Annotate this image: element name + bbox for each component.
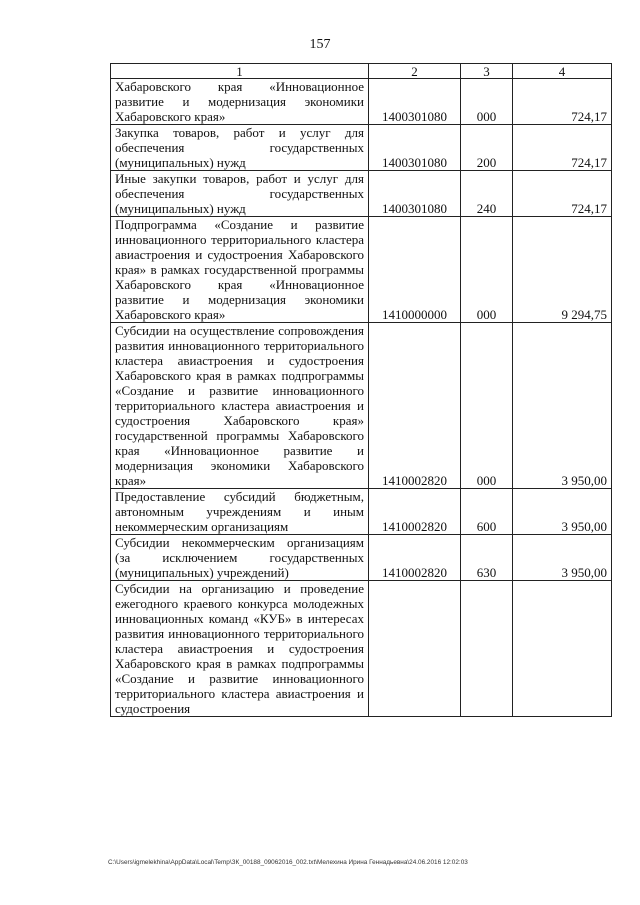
expense-kind: 000 [461, 323, 513, 489]
amount: 724,17 [513, 79, 612, 125]
table-row [111, 79, 612, 125]
amount [513, 581, 612, 717]
target-code: 1410002820 [369, 323, 461, 489]
row-description: Субсидии на организацию и проведение ежегодного краевого конкурса молодежных инновационных команд «КУБ» в интересах развития инновационного территориального кластера авиастроения и судостроения Хабаровского края в рамках подпрограммы «Создание и развитие инновационного территориального кластера авиастроения и судостроения [111, 581, 369, 717]
expense-kind: 000 [461, 217, 513, 323]
expense-kind: 630 [461, 535, 513, 581]
amount: 3 950,00 [513, 489, 612, 535]
amount: 724,17 [513, 125, 612, 171]
col-header-2: 2 [369, 64, 461, 79]
file-path-footer: C:\Users\igmelekhina\AppData\Local\Temp\ЗК_00188_09062016_002.txt\Мелехина Ирина Геннадьевна\24.06.2016 12:02:03 [108, 859, 468, 866]
header-row [111, 64, 612, 79]
page-number: 157 [309, 37, 331, 52]
table-row [111, 581, 612, 717]
expense-kind [461, 581, 513, 717]
row-description: Подпрограмма «Создание и развитие инновационного территориального кластера авиастроения и судостроения Хабаровского края» в рамках государственной программы Хабаровского края «Инновационное развитие и модернизация экономики Хабаровского края» [111, 217, 369, 323]
target-code: 1410002820 [369, 489, 461, 535]
table-row [111, 323, 612, 489]
budget-table [110, 63, 612, 717]
row-description: Предоставление субсидий бюджетным, автономным учреждениям и иным некоммерческим организациям [111, 489, 369, 535]
table-row [111, 535, 612, 581]
col-header-4: 4 [513, 64, 612, 79]
row-description: Хабаровского края «Инновационное развитие и модернизация экономики Хабаровского края» [111, 79, 369, 125]
expense-kind: 240 [461, 171, 513, 217]
target-code: 1400301080 [369, 125, 461, 171]
expense-kind: 000 [461, 79, 513, 125]
amount: 3 950,00 [513, 323, 612, 489]
amount: 3 950,00 [513, 535, 612, 581]
col-header-1: 1 [111, 64, 369, 79]
row-description: Иные закупки товаров, работ и услуг для обеспечения государственных (муниципальных) нужд [111, 171, 369, 217]
col-header-3: 3 [461, 64, 513, 79]
expense-kind: 200 [461, 125, 513, 171]
target-code [369, 581, 461, 717]
amount: 724,17 [513, 171, 612, 217]
row-description: Субсидии на осуществление сопровождения развития инновационного территориального кластера авиастроения и судостроения Хабаровского края в рамках подпрограммы «Создание и развитие инновационного территориального кластера авиастроения и судостроения Хабаровского края» государственной программы Хабаровского края «Инновационное развитие и модернизация экономики Хабаровского края» [111, 323, 369, 489]
target-code: 1400301080 [369, 79, 461, 125]
table-row [111, 489, 612, 535]
row-description: Субсидии некоммерческим организациям (за исключением государственных (муниципальных) учреждений) [111, 535, 369, 581]
target-code: 1400301080 [369, 171, 461, 217]
target-code: 1410000000 [369, 217, 461, 323]
table-row [111, 125, 612, 171]
target-code: 1410002820 [369, 535, 461, 581]
expense-kind: 600 [461, 489, 513, 535]
table-row [111, 217, 612, 323]
row-description: Закупка товаров, работ и услуг для обеспечения государственных (муниципальных) нужд [111, 125, 369, 171]
table-row [111, 171, 612, 217]
amount: 9 294,75 [513, 217, 612, 323]
